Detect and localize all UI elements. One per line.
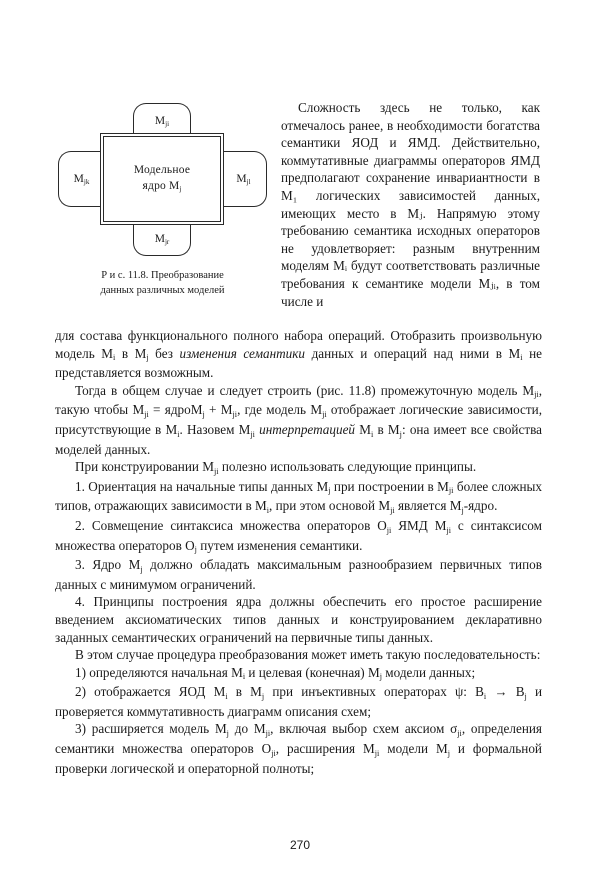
paragraph-principle-1: 1. Ориентация на начальные типы данных $M_j$ при построении в $M_{ji}$ более сложных типов, отражающих зависимости в $M_i$, при этом основой $M_{ji}$ является $M_j$-ядро. (55, 478, 542, 515)
paragraph-1: для состава функционального полного набора операций. Отобразить произвольную модель $M_i$ в $M_j$ без изменения семантики данных и операций над ними в $M_i$ не представляется возможным. (55, 328, 543, 381)
right-column-paragraph: Сложность здесь не только, как отмечалось ранее, в необходимости богатства семантики ЯОД и ЯМД. Действительно, коммутативные диаграммы операторов ЯМД предполагают сохранение инвариантности в M₁ логических зависимостей данных, имеющих место в Mⱼ. Напрямую этому требованию семантика исходных операторов не удовлетворяет: разным внутренним моделям Mᵢ будут соответствовать различные требования к семантике модели Mⱼᵢ, в том числе и (281, 100, 540, 309)
satellite-top-label: $M_{ji}$ (154, 114, 170, 128)
core-box-inner (103, 136, 221, 222)
paragraph-step-2: 2) отображается ЯОД $M_i$ в $M_j$ при инъективных операторах ψ: $B_i \to B_j$ и проверяется коммутативность диаграмм описания схем; (55, 684, 542, 719)
satellite-left-subscript: jk (83, 178, 90, 187)
paragraph-step-3: 3) расширяется модель $M_j$ до $M_{ji}$, включая выбор схем аксиом $\sigma_{ji}$, определения семантики множества операторов $O_{ji}$, расширения $M_{ji}$ модели $M_j$ и формальной проверки логической и операторной полноты; (55, 721, 543, 776)
emphasis-interpretaciey: интерпретацией (254, 421, 356, 437)
right-column-text (281, 99, 540, 310)
body-text (55, 327, 542, 777)
page-number: 270 (289, 838, 311, 852)
paragraph-principle-4: 4. Принципы построения ядра должны обеспечить его простое расширение введением аксиоматических типов данных и конструированием декларативно заданных семантических ограничений на первичные типы данных. (55, 594, 542, 645)
core-label-line2: ядро $M_j$ (142, 180, 182, 194)
satellite-right-subscript: jl (246, 178, 251, 187)
satellite-bottom-label: $M_{jr}$ (154, 232, 170, 246)
satellite-bottom-subscript: jr (164, 237, 170, 246)
satellite-top-subscript: ji (165, 119, 170, 128)
core-label-line1: Модельное (133, 164, 191, 177)
figure-caption (55, 268, 270, 298)
satellite-left-label: $M_{jk}$ (73, 173, 90, 187)
paragraph-principle-3: 3. Ядро $M_j$ должно обладать максимальным разнообразием первичных типов данных с минимумом ограничений. (55, 557, 542, 592)
diagram-model-core (55, 100, 270, 260)
core-box (100, 133, 224, 225)
core-box-label (134, 163, 190, 194)
paragraph-principle-2: 2. Совмещение синтаксиса множества операторов $O_{ji}$ ЯМД $M_{ji}$ с синтаксисом множества операторов $O_j$ путем изменения семантики. (55, 517, 542, 555)
figure-caption-line1: Р и с. 11.8. Преобразование (101, 270, 224, 281)
paragraph-2: Тогда в общем случае и следует строить (рис. 11.8) промежуточную модель $M_{ji}$, такую чтобы $M_{ji}$ = ядроM$_j$ + $M_{ji}$, где модель $M_{ji}$ отображает логические зависимости, присутствующие в $M_i$. Назовем $M_{ji}$ интерпретацией $M_i$ в $M_j$: она имеет все свойства моделей данных. (55, 382, 543, 457)
emphasis-izmeneniya-semantiki: изменения семантики (179, 345, 306, 361)
paragraph-3: При конструировании $M_{ji}$ полезно использовать следующие принципы. (75, 459, 477, 476)
core-label-subscript: j (179, 185, 182, 194)
satellite-right-label: $M_{jl}$ (236, 173, 251, 187)
paragraph-step-1: 1) определяются начальная $M_i$ и целевая (конечная) $M_j$ модели данных; (75, 664, 476, 682)
paragraph-procedure-intro: В этом случае процедура преобразования может иметь такую последовательность: (75, 647, 541, 663)
figure-block (55, 100, 270, 298)
figure-caption-line2: данных различных моделей (100, 285, 225, 297)
